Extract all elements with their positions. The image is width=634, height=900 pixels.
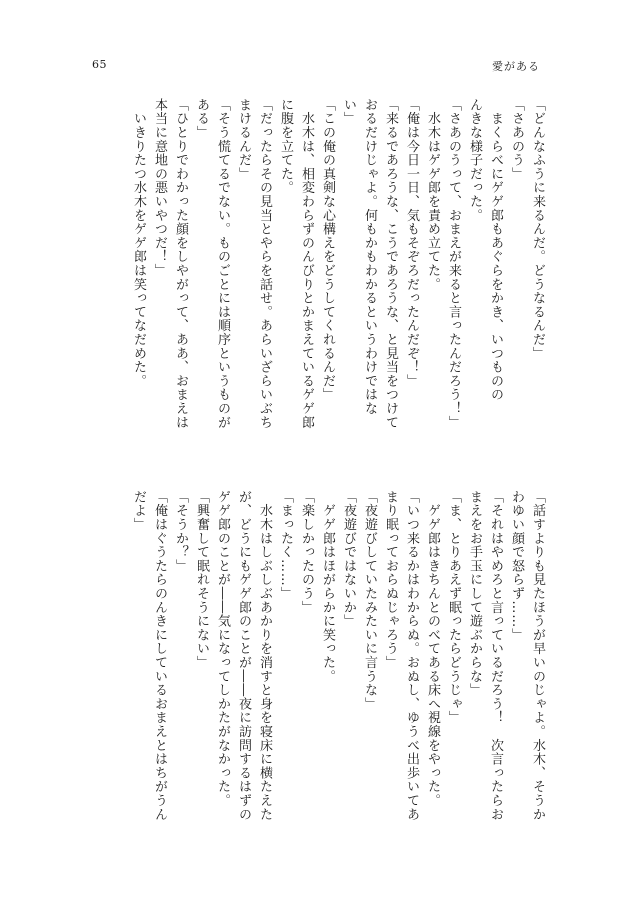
text-line: 水木は、相変わらずのんびりとかまえているゲゲ郎 <box>299 98 314 430</box>
text-line: 「俺はぐうたらのんきにしているおまえとはちがうん <box>152 490 167 822</box>
running-title: 愛がある <box>492 60 540 73</box>
text-line: まり眠っておらぬじゃろう」 <box>383 490 398 670</box>
text-line: 「この俺の真剣な心構えをどうしてくれるんだ」 <box>320 98 335 402</box>
page-number: 65 <box>92 58 107 71</box>
text-line: 「ひとりでわかった顔をしやがって、ああ、おまえは <box>173 98 188 430</box>
text-line: が、どうにもゲゲ郎のことが――夜に訪問するはずの <box>236 490 251 822</box>
text-line: ゲゲ郎のことが――気になってしかたがなかった。 <box>215 490 230 808</box>
text-line: 「興奮して眠れそうにない」 <box>194 490 209 670</box>
text-line: 「だったらその見当とやらを話せ。あらいざらいぶち <box>257 98 272 430</box>
text-line: 「それはやめろと言っているだろう！ 次言ったらお <box>488 490 503 822</box>
text-line: 「まったく……」 <box>278 490 293 601</box>
text-line: 「話すよりも見たほうが早いのじゃよ。水木、そうか <box>530 490 545 822</box>
text-line: に腹を立てた。 <box>278 98 293 195</box>
text-line: 水木はしぶしぶあかりを消すと身を寝床に横たえた <box>257 490 272 822</box>
text-line: まえをお手玉にして遊ぶからな」 <box>467 490 482 697</box>
text-line: 「夜遊びではないか」 <box>341 490 356 628</box>
text-line: い」 <box>341 98 356 126</box>
text-line: まけるんだ」 <box>236 98 251 181</box>
text-line: 「どんなふうに来るんだ。どうなるんだ」 <box>530 98 545 361</box>
text-line: 本当に意地の悪いやつだ！」 <box>152 98 167 278</box>
text-line: 「ま、とりあえず眠ったらどうじゃ」 <box>446 490 461 725</box>
text-line: 「そうか？」 <box>173 490 188 573</box>
text-line: 「いつ来るかはわからぬ。おぬし、ゆうべ出歩いてあ <box>404 490 419 822</box>
text-line: だよ」 <box>131 490 146 532</box>
text-line: 「さあのう」 <box>509 98 524 181</box>
text-line: いきりたつ水木をゲゲ郎は笑ってなだめた。 <box>131 98 146 388</box>
text-line: まくらべにゲゲ郎もあぐらをかき、いつものの <box>488 98 503 402</box>
text-line: 水木はゲゲ郎を責め立てた。 <box>425 98 440 292</box>
text-line: わゆい顔で怒らず……」 <box>509 490 524 642</box>
text-line: ゲゲ郎はほがらかに笑った。 <box>320 490 335 684</box>
text-line: おるだけじゃよ。何もかもわかるというわけではな <box>362 98 377 416</box>
text-line: ある」 <box>194 98 209 140</box>
text-line: ゲゲ郎はきちんとのべてある床へ視線をやった。 <box>425 490 440 808</box>
text-line: 「俺は今日一日、気もそぞろだったんだぞ！」 <box>404 98 419 388</box>
upper-text-block <box>128 98 548 498</box>
lower-text-block <box>128 490 548 850</box>
text-line: んきな様子だった。 <box>467 98 482 223</box>
text-line: 「夜遊びしていたみたいに言うな」 <box>362 490 377 711</box>
text-line: 「そう慌てるでない。ものごとには順序というものが <box>215 98 230 430</box>
text-line: 「来るであろうな、こうであろうな、と見当をつけて <box>383 98 398 430</box>
text-line: 「楽しかったのう」 <box>299 490 314 615</box>
text-line: 「さあのうって、おまえが来ると言ったんだろう！」 <box>446 98 461 430</box>
